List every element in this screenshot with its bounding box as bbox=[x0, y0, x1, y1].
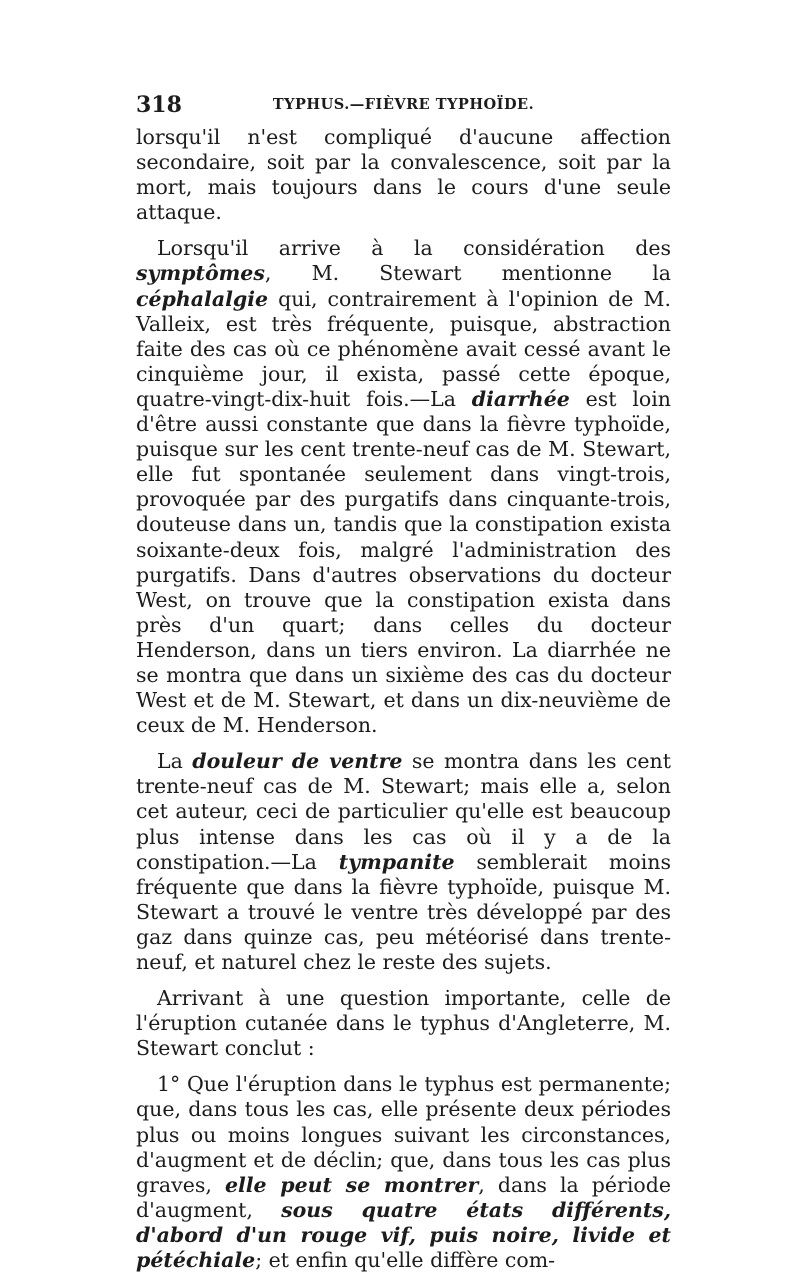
body-text bbox=[136, 125, 671, 1273]
paragraph bbox=[136, 749, 671, 975]
text-segment: Arrivant à une question importante, celle de l'éruption cutanée dans le typhus d'Angleterre, M. Stewart conclut : bbox=[136, 986, 671, 1061]
page-number: 318 bbox=[136, 92, 182, 118]
paragraph bbox=[136, 236, 671, 738]
text-segment: semblerait moins fréquente que dans la fièvre typhoïde, puisque M. Stewart a trouvé le ventre très développé par des gaz dans quinze cas, peu météorisé dans trente-neuf, et naturel chez le reste des sujets. bbox=[136, 849, 671, 974]
running-head: TYPHUS.—FIÈVRE TYPHOÏDE. bbox=[272, 96, 535, 113]
text-segment: est loin d'être aussi constante que dans la fièvre typhoïde, puisque sur les cent trente-neuf cas de M. Stewart, elle fut spontanée seulement dans vingt-trois, provoquée par des purgatifs dans cinquante-trois, douteuse dans un, tandis que la constipation exista soixante-deux fois, malgré l'administration des purgatifs. Dans d'autres observations du docteur West, on trouve que la constipation exista dans près d'un quart; dans celles du docteur Henderson, dans un tiers environ. La diarrhée ne se montra que dans un sixième des cas du docteur West et de M. Stewart, et dans un dix-neuvième de ceux de M. Henderson. bbox=[136, 386, 671, 738]
emphasis-text: tympanite bbox=[338, 849, 455, 874]
text-segment: 1° Que l'éruption dans le typhus est permanente; que, dans tous les cas, elle présente deux périodes plus ou moins longues suivant les circonstances, d'augment et de déclin; que, dans tous les cas plus graves, bbox=[136, 1072, 671, 1197]
text-segment: ; et enfin qu'elle diffère com- bbox=[255, 1248, 556, 1273]
text-segment: , dans la période d'augment, bbox=[136, 1172, 671, 1222]
emphasis-text: elle peut se montrer bbox=[224, 1172, 479, 1197]
emphasis-text: sous quatre états différents, d'abord d'un rouge vif, puis noire, livide et pétéchiale bbox=[136, 1197, 671, 1273]
page-header bbox=[136, 92, 671, 122]
text-segment: , M. Stewart mentionne la bbox=[264, 261, 671, 286]
paragraph bbox=[136, 125, 671, 225]
paragraph bbox=[136, 1072, 671, 1273]
emphasis-text: céphalalgie bbox=[136, 286, 269, 311]
emphasis-text: diarrhée bbox=[471, 386, 570, 411]
emphasis-text: douleur de ventre bbox=[192, 749, 403, 774]
text-segment: lorsqu'il n'est compliqué d'aucune affection secondaire, soit par la convalescence, soit par la mort, mais toujours dans le cours d'une seule attaque. bbox=[136, 125, 671, 225]
text-segment: qui, contrairement à l'opinion de M. Valleix, est très fréquente, puisque, abstraction faite des cas où ce phénomène avait cessé avant le cinquième jour, il exista, passé cette époque, quatre-vingt-dix-huit fois.—La bbox=[136, 286, 671, 411]
text-segment: se montra dans les cent trente-neuf cas de M. Stewart; mais elle a, selon cet auteur, ceci de particulier qu'elle est beaucoup plus intense dans les cas où il y a de la constipation.—La bbox=[136, 749, 671, 874]
paragraph bbox=[136, 986, 671, 1061]
text-segment: Lorsqu'il arrive à la considération des bbox=[157, 236, 671, 261]
text-segment: La bbox=[157, 749, 193, 774]
emphasis-text: symptômes bbox=[136, 261, 265, 286]
